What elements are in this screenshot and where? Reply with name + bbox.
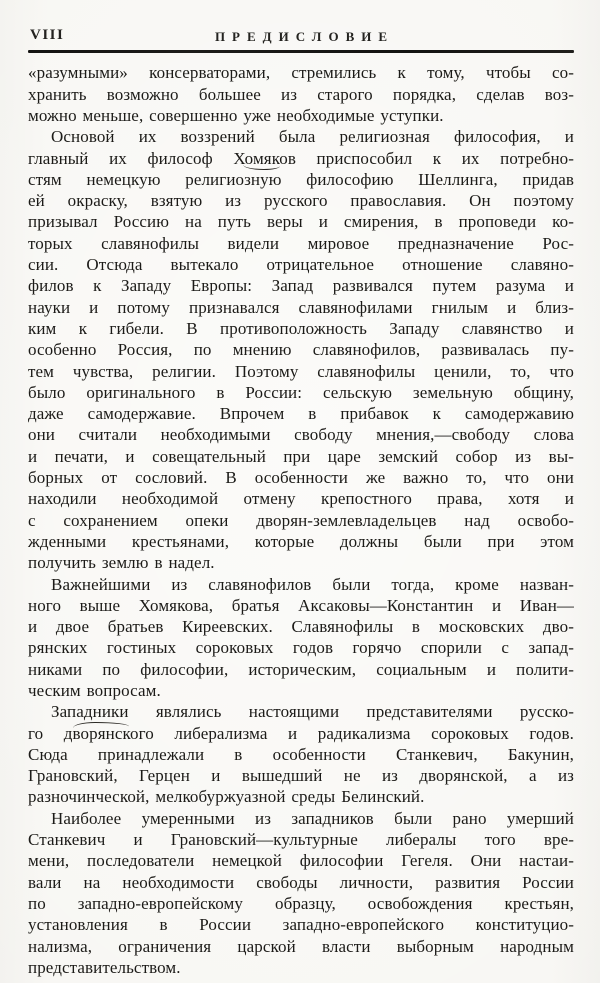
text-line: призывал Россию на путь веры и смирения, в проповеди ко- xyxy=(28,212,574,232)
running-head xyxy=(28,26,574,44)
text-line: «разумными» консерваторами, стремились к тому, чтобы со- xyxy=(28,63,574,83)
text-block xyxy=(28,62,574,978)
text-line: они считали необходимыми свободу мнения,—свободу слова xyxy=(28,425,574,445)
text-line: хранить возможно большее из старого порядка, сделав воз- xyxy=(28,84,574,104)
text-line: по западно-европейскому образцу, освобождения крестьян, xyxy=(28,893,574,913)
text-line: можно меньше, совершенно уже необходимые уступки. xyxy=(28,105,444,125)
paragraph xyxy=(28,574,574,702)
text-line: Наиболее умеренными из западников были рано умерший xyxy=(51,808,574,828)
text-line: ким к гибели. В противоположность Западу славянство и xyxy=(28,318,574,338)
text-line: филов к Западу Европы: Запад развивался путем разума и xyxy=(28,276,574,296)
pencil-underline-mark: Хомяков xyxy=(233,148,296,168)
text-line: Западники являлись настоящими представителями русско- xyxy=(51,702,574,722)
text-line: ей окраску, взятую из русского православия. Он поэтому xyxy=(28,191,574,211)
text-line: вали на необходимости свободы личности, развития России xyxy=(28,872,574,892)
text-line: получить землю в надел. xyxy=(28,553,215,573)
text-line: с сохранением опеки дворян-землевладельцев над освобо- xyxy=(28,510,574,530)
text-line: особенно Россия, по мнению славянофилов, развивалась пу- xyxy=(28,340,574,360)
text-line: стям немецкую религиозную философию Шеллинга, придав xyxy=(28,169,574,189)
text-line: го дворянского либерализма и радикализма сороковых годов. xyxy=(28,723,574,743)
text-line: ного выше Хомякова, братья Аксаковы—Константин и Иван— xyxy=(28,595,574,615)
text-line: нализма, ограничения царской власти выборным народным xyxy=(28,936,574,956)
text-line: Сюда принадлежали в особенности Станкевич, Бакунин, xyxy=(28,744,574,764)
text-line: тем чувства, религии. Поэтому славянофилы ценили, то, что xyxy=(28,361,574,381)
text-line: разночинческой, мелкобуржуазной среды Белинский. xyxy=(28,787,425,807)
text-line: Станкевич и Грановский—культурные либералы того вре- xyxy=(28,830,574,850)
text-line: представительством. xyxy=(28,957,181,977)
text-line: науки и потому признавался славянофилами гнилым и близ- xyxy=(28,297,574,317)
text-line: никами по философии, историческим, социальным и полити- xyxy=(28,659,574,679)
text-line: борных от сословий. В особенности же важно то, что они xyxy=(28,468,574,488)
text-line: сии. Отсюда вытекало отрицательное отношение славяно- xyxy=(28,255,574,275)
paragraph xyxy=(28,701,574,807)
text-line: и двое братьев Киреевских. Славянофилы в московских дво- xyxy=(28,617,574,637)
paragraph xyxy=(28,62,574,126)
pencil-overline-mark: дворянского xyxy=(63,723,154,743)
text-line: было оригинального в России: сельскую земельную общину, xyxy=(28,382,574,402)
text-line: и печати, и совещательный при царе земский собор из вы- xyxy=(28,446,574,466)
text-line: даже самодержавие. Впрочем в прибавок к самодержавию xyxy=(28,404,574,424)
text-line: установления в России западно-европейского конституцио- xyxy=(28,915,574,935)
text-line: Важнейшими из славянофилов были тогда, кроме назван- xyxy=(51,574,574,594)
chapter-title: ПРЕДИСЛОВИЕ xyxy=(214,29,395,44)
paragraph xyxy=(28,126,574,573)
text-line: ческим вопросам. xyxy=(28,681,161,700)
text-line: торых славянофилы видели мировое предназначение Рос- xyxy=(28,233,574,253)
text-line: Основой их воззрений была религиозная философия, и xyxy=(51,127,574,147)
page-number: VIII xyxy=(30,27,65,43)
text-line: рянских гостиных сороковых годов горячо спорили с запад- xyxy=(28,638,574,658)
paragraph xyxy=(28,808,574,978)
header-rule xyxy=(28,50,574,53)
text-line: жденными крестьянами, которые должны были при этом xyxy=(28,531,574,551)
text-line: мени, последователи немецкой философии Гегеля. Они настаи- xyxy=(28,851,574,871)
text-line: Грановский, Герцен и вышедший не из дворянской, а из xyxy=(28,766,574,786)
text-line: находили необходимой отмену крепостного права, хотя и xyxy=(28,489,574,509)
text-line: главный их философ Хомяков приспособил к их потребно- xyxy=(28,148,574,168)
